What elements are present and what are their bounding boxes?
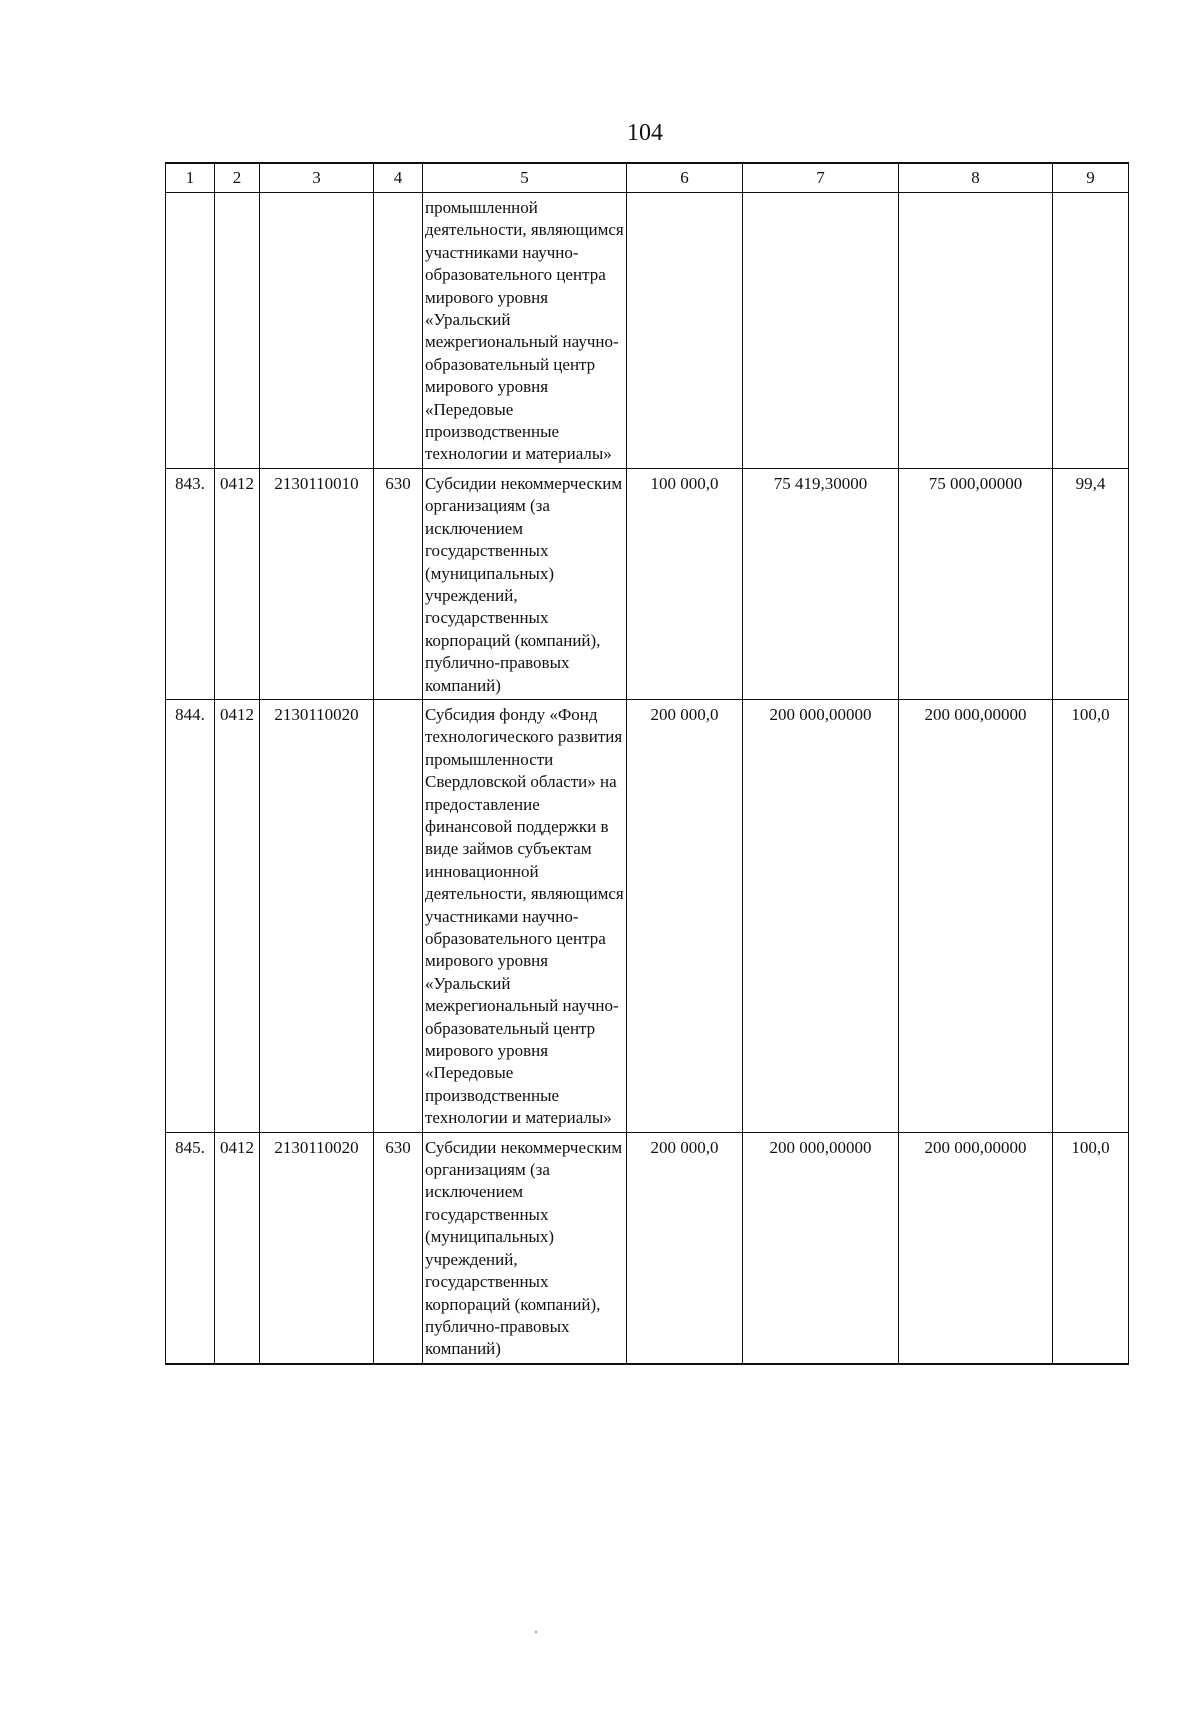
page-number: 104 — [627, 120, 663, 146]
target-article-code: 2130110020 — [260, 699, 374, 1132]
table-row — [166, 468, 1129, 699]
executed-amount: 75 000,00000 — [899, 468, 1053, 699]
execution-percent: 100,0 — [1053, 1132, 1129, 1364]
header-col-9: 9 — [1053, 163, 1129, 193]
expense-name: Субсидия фонду «Фонд технологического развития промышленности Свердловской области» на предоставление финансовой поддержки в виде займов субъектам инновационной деятельности, являющимся участниками научно-образовательного центра мирового уровня «Уральский межрегиональный научно-образовательный центр мирового уровня «Передовые производственные технологии и материалы» — [423, 699, 627, 1132]
header-col-5: 5 — [423, 163, 627, 193]
planned-amount: 200 000,0 — [627, 699, 743, 1132]
executed-amount — [899, 193, 1053, 469]
approved-amount: 75 419,30000 — [743, 468, 899, 699]
header-col-6: 6 — [627, 163, 743, 193]
approved-amount — [743, 193, 899, 469]
table-row — [166, 193, 1129, 469]
budget-table — [165, 162, 1129, 1365]
header-col-7: 7 — [743, 163, 899, 193]
header-col-8: 8 — [899, 163, 1053, 193]
execution-percent — [1053, 193, 1129, 469]
row-number: 845. — [166, 1132, 215, 1364]
planned-amount — [627, 193, 743, 469]
expense-name: Субсидии некоммерческим организациям (за исключением государственных (муниципальных) учреждений, государственных корпораций (компаний), публично-правовых компаний) — [423, 1132, 627, 1364]
section-code: 0412 — [215, 1132, 260, 1364]
scan-speck — [535, 1631, 537, 1633]
header-col-4: 4 — [374, 163, 423, 193]
section-code: 0412 — [215, 699, 260, 1132]
executed-amount: 200 000,00000 — [899, 699, 1053, 1132]
section-code — [215, 193, 260, 469]
target-article-code: 2130110020 — [260, 1132, 374, 1364]
header-col-3: 3 — [260, 163, 374, 193]
header-col-1: 1 — [166, 163, 215, 193]
target-article-code — [260, 193, 374, 469]
section-code: 0412 — [215, 468, 260, 699]
approved-amount: 200 000,00000 — [743, 1132, 899, 1364]
expense-type-code: 630 — [374, 1132, 423, 1364]
executed-amount: 200 000,00000 — [899, 1132, 1053, 1364]
row-number: 844. — [166, 699, 215, 1132]
expense-type-code — [374, 699, 423, 1132]
execution-percent: 100,0 — [1053, 699, 1129, 1132]
approved-amount: 200 000,00000 — [743, 699, 899, 1132]
expense-name: Субсидии некоммерческим организациям (за исключением государственных (муниципальных) учреждений, государственных корпораций (компаний), публично-правовых компаний) — [423, 468, 627, 699]
target-article-code: 2130110010 — [260, 468, 374, 699]
expense-name: промышленной деятельности, являющимся участниками научно-образовательного центра мирового уровня «Уральский межрегиональный научно-образовательный центр мирового уровня «Передовые производственные технологии и материалы» — [423, 193, 627, 469]
row-number: 843. — [166, 468, 215, 699]
table-row — [166, 1132, 1129, 1364]
table-row — [166, 699, 1129, 1132]
header-col-2: 2 — [215, 163, 260, 193]
row-number — [166, 193, 215, 469]
planned-amount: 100 000,0 — [627, 468, 743, 699]
header-row — [166, 163, 1129, 193]
expense-type-code — [374, 193, 423, 469]
planned-amount: 200 000,0 — [627, 1132, 743, 1364]
expense-type-code: 630 — [374, 468, 423, 699]
execution-percent: 99,4 — [1053, 468, 1129, 699]
